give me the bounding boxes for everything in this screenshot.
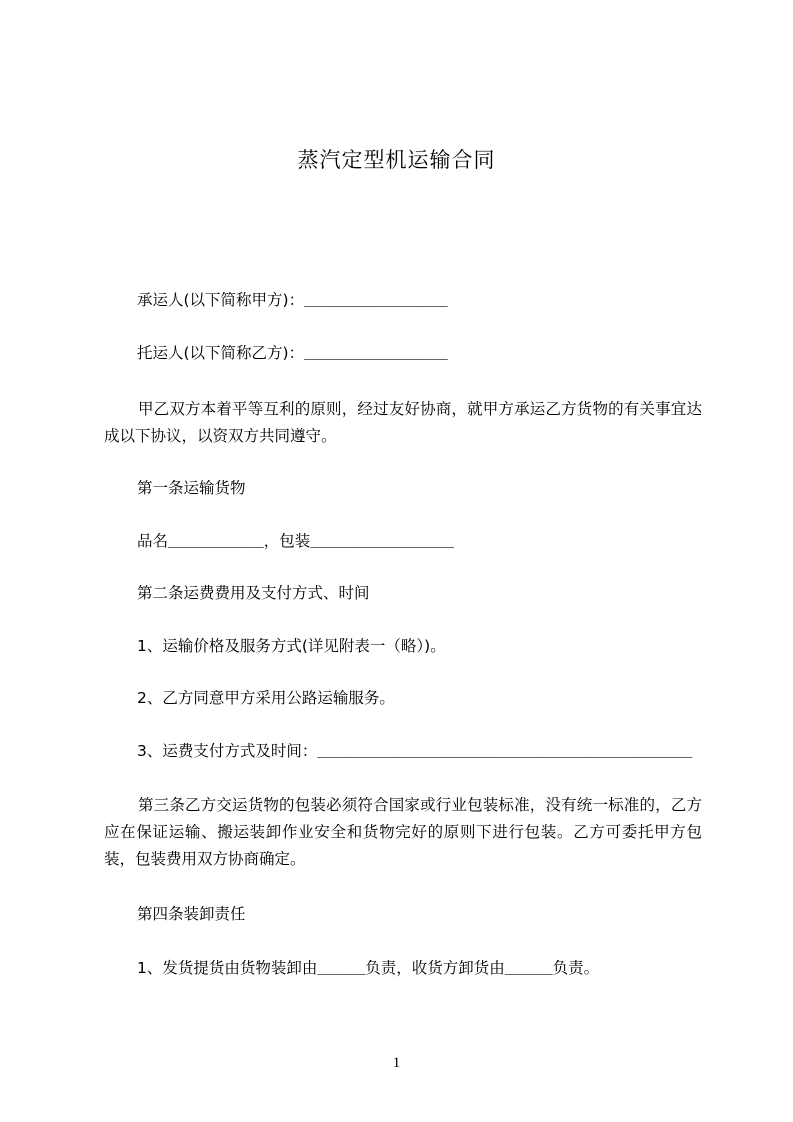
payment-label: 3、运费支付方式及时间：	[137, 742, 318, 760]
article2-item2: 2、乙方同意甲方采用公路运输服务。	[137, 689, 395, 707]
document-title: 蒸汽定型机运输合同	[297, 148, 496, 172]
loading-text-b: 负责，收货方卸货由	[365, 959, 505, 977]
goods-name-label: 品名	[137, 532, 169, 550]
packing-label: ，包装	[263, 532, 311, 550]
article2-heading: 第二条运费费用及支付方式、时间	[137, 584, 370, 602]
loading-text-a: 1、发货提货由货物装卸由	[137, 959, 318, 977]
article4-item1	[137, 958, 599, 980]
article1-heading: 第一条运输货物	[137, 479, 246, 497]
article2-item1: 1、运输价格及服务方式(详见附表一（略）)。	[137, 637, 446, 655]
shipper-blank: __________________	[304, 347, 448, 362]
carrier-blank: __________________	[304, 294, 448, 309]
carrier-label: 承运人(以下简称甲方)：	[137, 291, 305, 309]
intro-paragraph: 甲乙双方本着平等互利的原则，经过友好协商，就甲方承运乙方货物的有关事宜达成以下协议，以资双方共同遵守。	[104, 400, 702, 445]
article1-goods-line	[137, 531, 454, 553]
shipper-line	[137, 343, 448, 365]
goods-name-blank: ____________	[168, 535, 264, 550]
shipper-label: 托运人(以下简称乙方)：	[137, 344, 305, 362]
packing-blank: __________________	[310, 535, 454, 550]
loading-blank-1: ______	[317, 962, 366, 977]
loading-text-c: 负责。	[552, 959, 600, 977]
article3-paragraph: 第三条乙方交运货物的包装必须符合国家或行业包装标准，没有统一标准的，乙方应在保证运输、搬运装卸作业安全和货物完好的原则下进行包装。乙方可委托甲方包装，包装费用双方协商确定。	[104, 796, 702, 868]
payment-blank: _______________________________________________	[317, 745, 693, 760]
carrier-line	[137, 290, 448, 312]
page-number: 1	[392, 1055, 401, 1071]
loading-blank-2: ______	[504, 962, 553, 977]
article4-heading: 第四条装卸责任	[137, 905, 246, 923]
article2-item3	[137, 741, 692, 763]
